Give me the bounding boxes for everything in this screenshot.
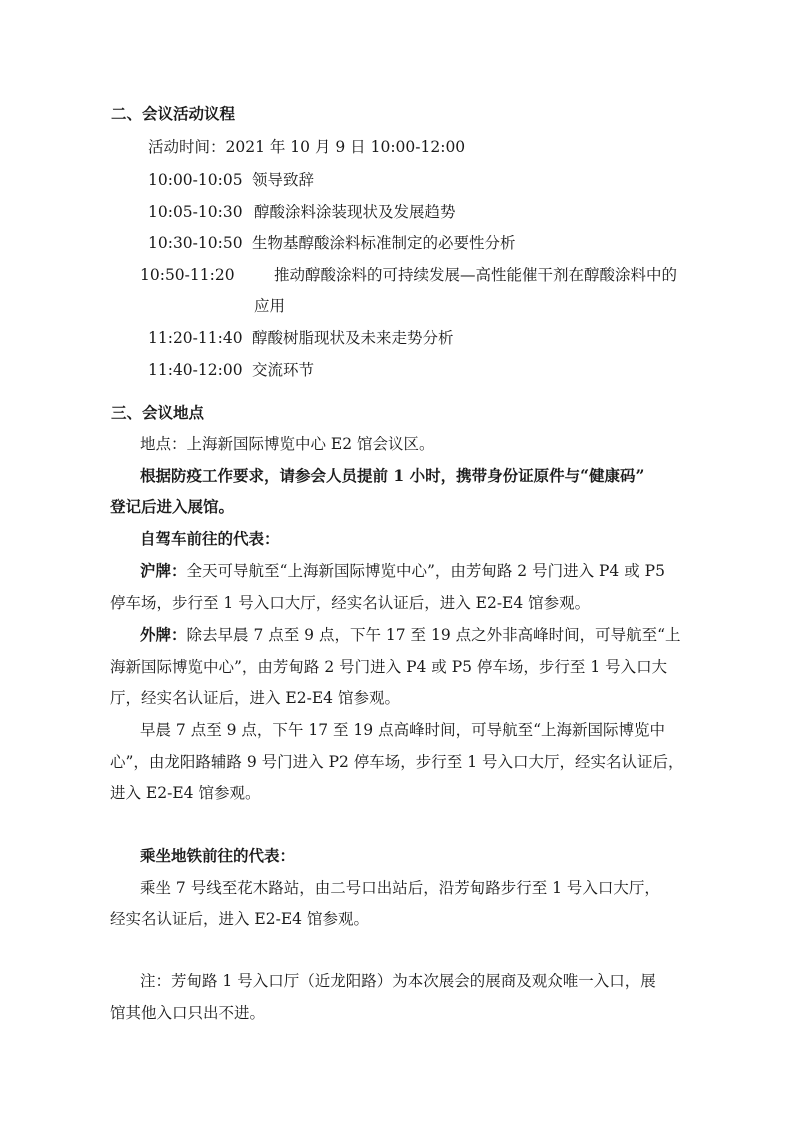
agenda-row [140,265,677,285]
agenda-time: 11:20-11:40 [148,329,243,347]
paragraph-text: 进入 E2-E4 馆参观。 [110,784,261,802]
agenda-item-continuation: 应用 [254,297,286,315]
epidemic-notice: 根据防疫工作要求，请参会人员提前 1 小时，携带身份证原件与“健康码” [140,466,645,485]
agenda-item: 醇酸涂料涂装现状及发展趋势 [254,203,456,221]
paragraph-text: 除去早晨 7 点至 9 点，下午 17 至 19 点之外非高峰时间，可导航至“上 [186,626,681,644]
agenda-time: 10:05-10:30 [148,203,243,221]
agenda-item: 推动醇酸涂料的可持续发展—高性能催干剂在醇酸涂料中的 [274,266,678,284]
paragraph-text: 海新国际博览中心”，由芳甸路 2 号门进入 P4 或 P5 停车场，步行至 1 号入口大 [110,658,668,676]
paragraph-text: 全天可导航至“上海新国际博览中心”，由芳甸路 2 号门进入 P4 或 P5 [186,562,665,580]
activity-time: 活动时间：2021 年 10 月 9 日 10:00-12:00 [148,138,466,156]
agenda-row [148,328,454,348]
agenda-row [148,360,314,380]
note-text: 注：芳甸路 1 号入口厅（近龙阳路）为本次展会的展商及观众唯一入口，展 [140,972,656,990]
agenda-item: 领导致辞 [252,171,315,189]
agenda-time: 10:00-10:05 [148,171,243,189]
paragraph-text: 停车场，步行至 1 号入口大厅，经实名认证后，进入 E2-E4 馆参观。 [110,594,591,612]
other-plate-label: 外牌： [140,625,187,644]
other-plate-paragraph [140,625,681,645]
section2-heading: 二、会议活动议程 [111,104,236,123]
metro-heading: 乘坐地铁前往的代表： [140,846,296,865]
agenda-row [148,170,314,190]
paragraph-text: 厅，经实名认证后，进入 E2-E4 馆参观。 [110,689,400,707]
epidemic-notice: 登记后进入展馆。 [110,497,235,516]
paragraph-text: 乘坐 7 号线至花木路站，由二号口出站后，沿芳甸路步行至 1 号入口大厅， [140,879,660,897]
agenda-item: 生物基醇酸涂料标准制定的必要性分析 [252,234,516,252]
location: 地点：上海新国际博览中心 E2 馆会议区。 [140,435,435,453]
agenda-time: 10:30-10:50 [148,234,243,252]
agenda-item: 醇酸树脂现状及未来走势分析 [252,329,454,347]
note-text: 馆其他入口只出不进。 [110,1004,266,1022]
agenda-row [148,202,456,222]
agenda-item: 交流环节 [252,361,315,379]
paragraph-text: 经实名认证后，进入 E2-E4 馆参观。 [110,910,369,928]
paragraph-text: 早晨 7 点至 9 点，下午 17 至 19 点高峰时间，可导航至“上海新国际博览中 [140,721,666,739]
shanghai-plate-label: 沪牌： [140,561,187,580]
agenda-time: 11:40-12:00 [148,361,243,379]
agenda-time: 10:50-11:20 [140,266,235,284]
shanghai-plate-paragraph [140,561,665,581]
agenda-row [148,233,516,253]
paragraph-text: 心”，由龙阳路辅路 9 号门进入 P2 停车场，步行至 1 号入口大厅，经实名认证后， [110,753,684,771]
self-drive-heading: 自驾车前往的代表： [140,529,280,548]
section3-heading: 三、会议地点 [111,403,205,422]
